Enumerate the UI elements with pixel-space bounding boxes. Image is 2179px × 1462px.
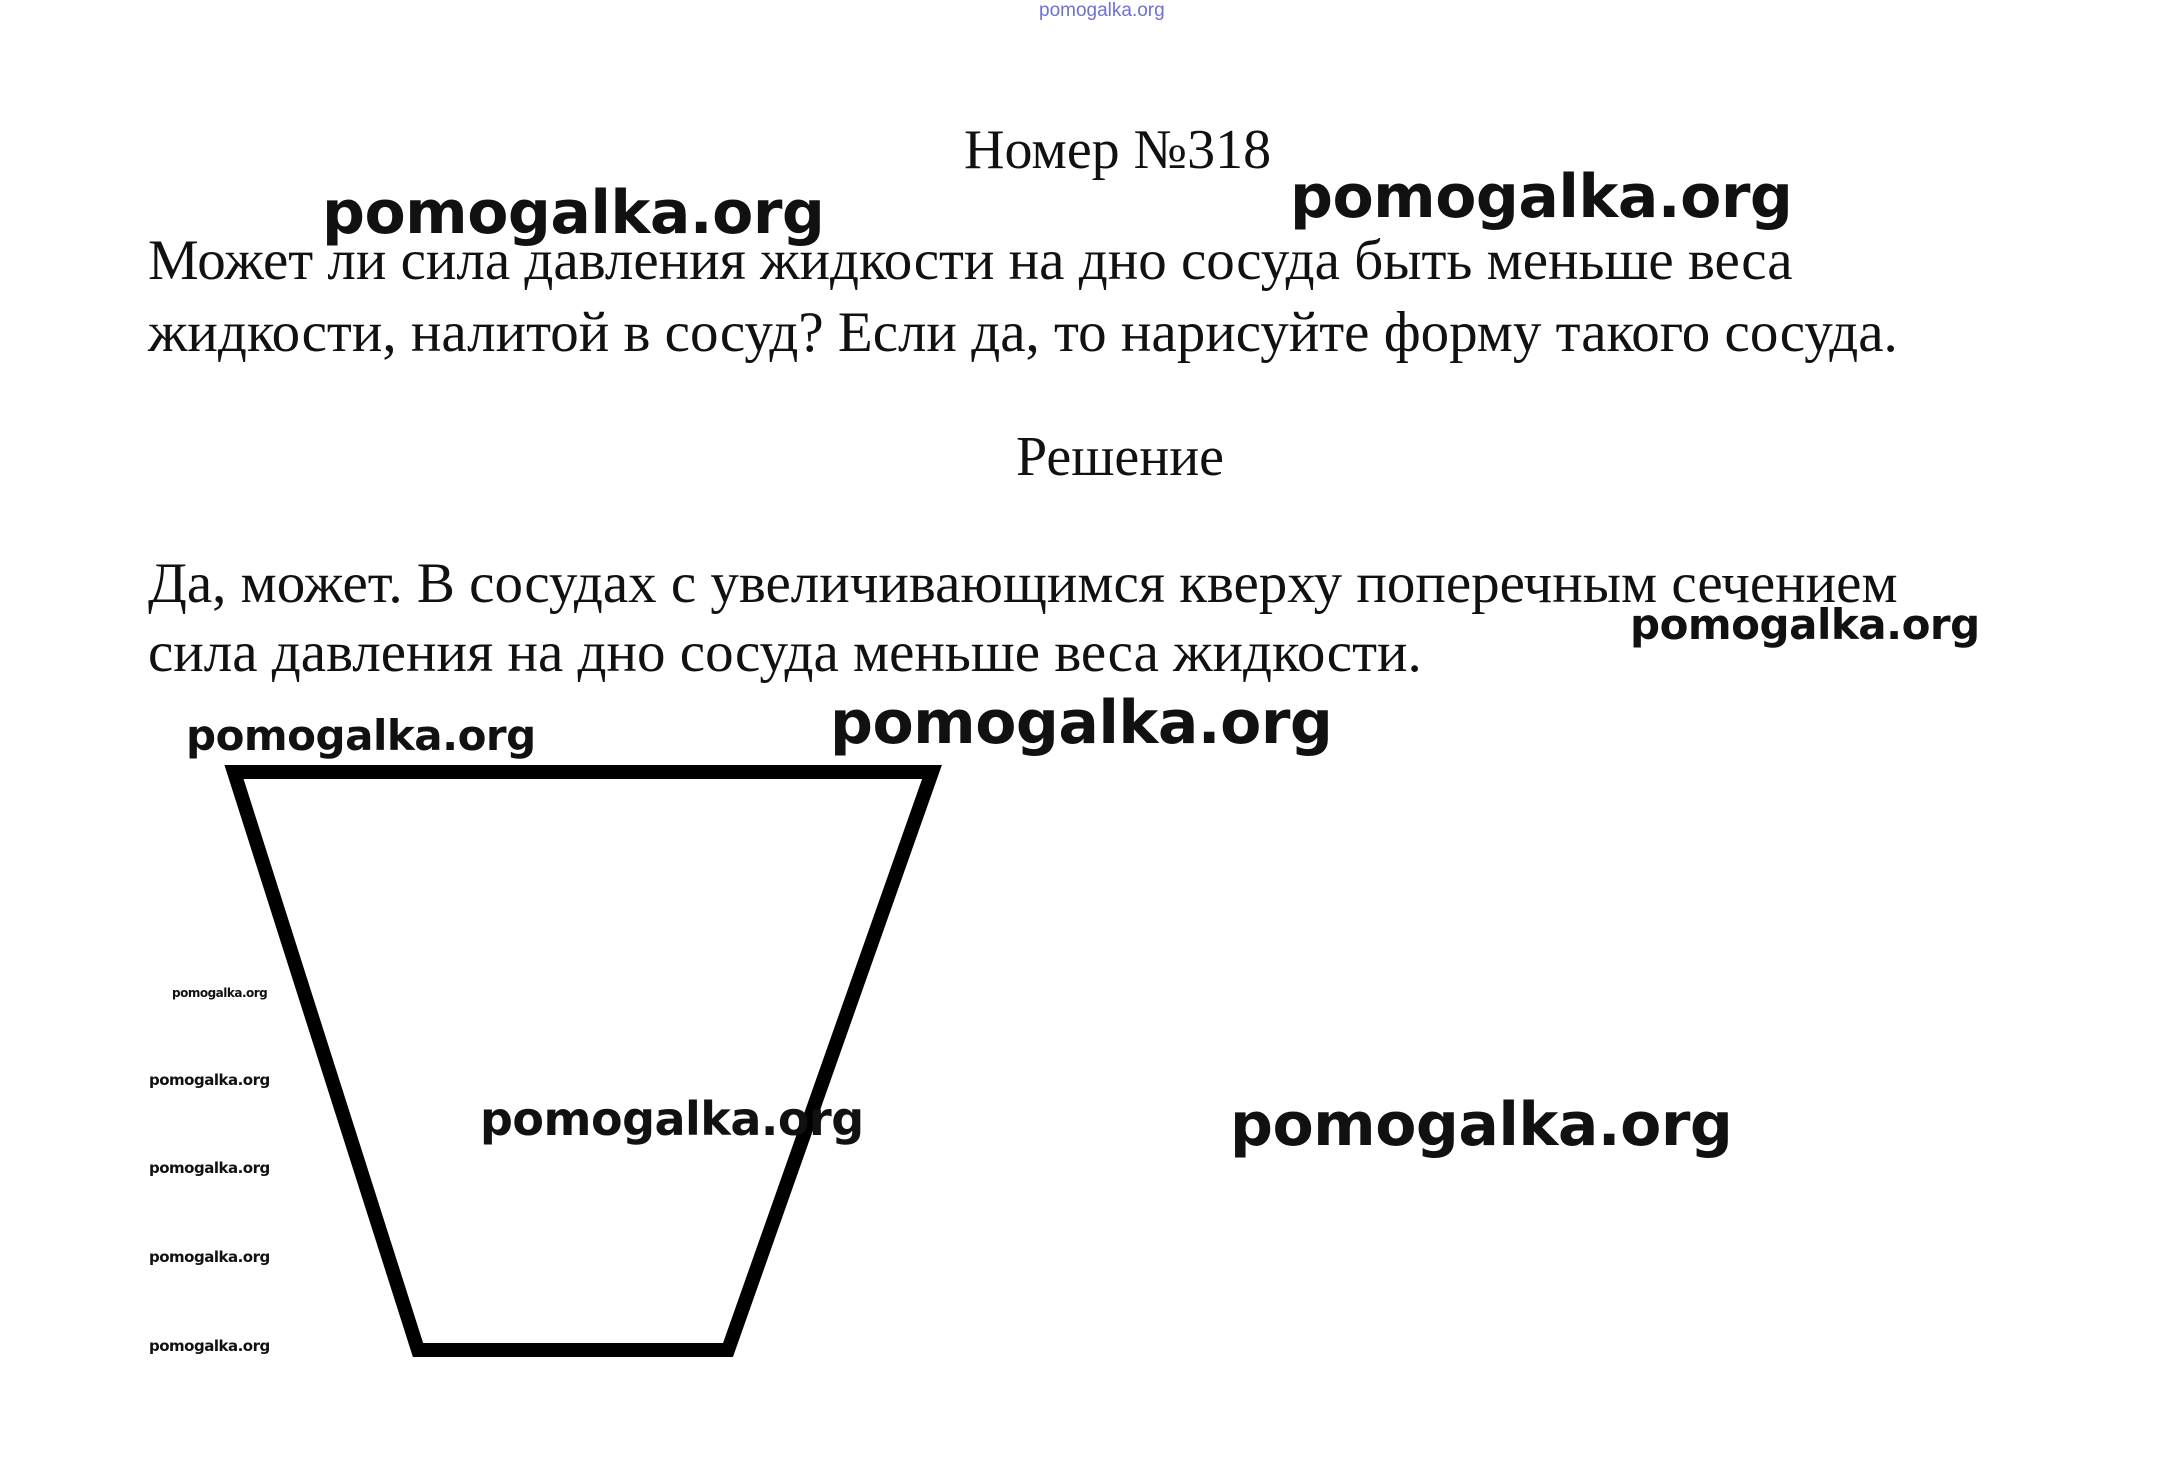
vessel-outline: [234, 772, 932, 1350]
watermark-small: pomogalka.org: [149, 1159, 270, 1177]
watermark: pomogalka.org: [1630, 600, 1980, 649]
watermark: pomogalka.org: [830, 688, 1333, 758]
question-line-1: Может ли сила давления жидкости на дно сосуда быть меньше веса: [148, 229, 1793, 292]
watermark-small: pomogalka.org: [149, 1071, 270, 1089]
watermark: pomogalka.org: [1290, 162, 1793, 232]
watermark-small: pomogalka.org: [172, 986, 268, 1000]
answer-line-1: Да, может. В сосудах с увеличивающимся кверху поперечным сечением: [148, 552, 1898, 615]
watermark: pomogalka.org: [1230, 1090, 1733, 1160]
watermark-small: pomogalka.org: [149, 1248, 270, 1266]
watermark-top-link[interactable]: pomogalka.org: [1039, 0, 1165, 21]
question-line-2: жидкости, налитой в сосуд? Если да, то нарисуйте форму такого сосуда.: [148, 301, 1898, 364]
problem-title: Номер №318: [964, 119, 1272, 181]
watermark-small: pomogalka.org: [149, 1337, 270, 1355]
watermark: pomogalka.org: [480, 1092, 864, 1146]
solution-heading: Решение: [1016, 426, 1225, 488]
watermark: pomogalka.org: [186, 711, 536, 760]
answer-line-2: сила давления на дно сосуда меньше веса жидкости.: [148, 621, 1422, 684]
watermark: pomogalka.org: [322, 178, 825, 248]
